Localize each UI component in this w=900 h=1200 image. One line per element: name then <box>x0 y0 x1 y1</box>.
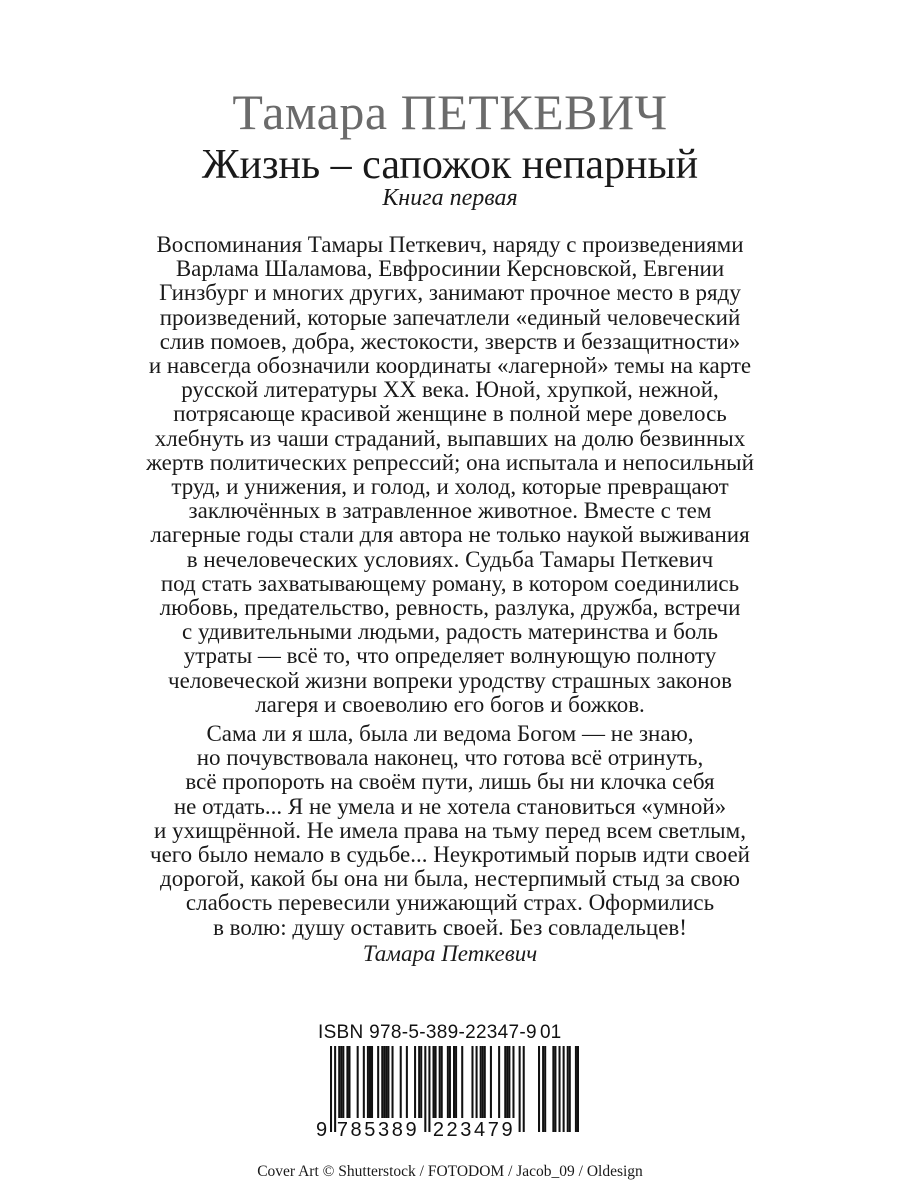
blurb-line: человеческой жизни вопреки уродству страшных законов <box>168 667 732 693</box>
quote-paragraph <box>90 722 810 966</box>
book-title: Жизнь – сапожок непарный <box>201 142 699 188</box>
barcode-bar <box>367 1046 369 1118</box>
barcode-bar <box>480 1046 482 1118</box>
barcode-bar <box>363 1046 365 1118</box>
quote-line: и ухищрённой. Не имела права на тьму перед всем светлым, <box>154 817 746 843</box>
barcode-bar <box>476 1046 478 1118</box>
barcode-bar <box>357 1046 359 1118</box>
ean-first-digit: 9 <box>316 1119 328 1141</box>
barcode-bar <box>453 1046 455 1118</box>
ean-left-group: 785389 <box>336 1119 420 1141</box>
barcode-bar <box>508 1046 510 1118</box>
barcode-bar <box>387 1046 389 1118</box>
quote-signature: Тамара Петкевич <box>362 940 538 966</box>
barcode-bar <box>449 1046 451 1118</box>
barcode-bar <box>414 1046 416 1118</box>
blurb-line: лагерные годы стали для автора не только наукой выживания <box>150 522 750 548</box>
quote-line: но почувствовала наконец, что готова всё отринуть, <box>196 745 704 771</box>
barcode-bar <box>455 1046 457 1118</box>
addon-bar <box>577 1046 579 1132</box>
blurb-line: и навсегда обозначили координаты «лагерной» темы на карте <box>148 353 752 379</box>
barcode-bar <box>371 1046 373 1118</box>
barcode-bar <box>385 1046 387 1118</box>
addon-bar <box>559 1046 561 1132</box>
blurb-line: произведений, которые запечатлели «единый человеческий <box>159 304 741 330</box>
barcode-bar <box>369 1046 371 1118</box>
barcode-bar <box>406 1046 408 1118</box>
barcode-bar <box>447 1046 449 1118</box>
barcode-bar <box>506 1046 508 1118</box>
blurb-line: русской литературы XX века. Юной, хрупкой, нежной, <box>181 377 719 403</box>
isbn-label: ISBN 978-5-389-22347-9 <box>318 1022 537 1043</box>
quote-line: слабость перевесили унижающий страх. Оформились <box>185 890 715 916</box>
blurb-paragraph <box>90 233 810 717</box>
ean-right-group: 223479 <box>432 1119 516 1141</box>
addon-bar <box>563 1046 565 1132</box>
addon-bar <box>554 1046 556 1132</box>
barcode-bar <box>400 1046 402 1118</box>
barcode-bar <box>461 1046 463 1118</box>
book-subtitle: Книга первая <box>382 185 518 211</box>
isbn-barcode <box>316 1022 590 1144</box>
blurb-line: Гинзбург и многих других, занимают прочное место в ряду <box>159 280 741 306</box>
addon-bar <box>552 1046 554 1132</box>
quote-line: Сама ли я шла, была ли ведома Богом — не знаю, <box>206 721 694 746</box>
barcode-bar <box>504 1046 506 1118</box>
barcode-bar <box>418 1046 420 1118</box>
blurb-line: слив помоев, добра, жестокости, зверств и беззащитности» <box>159 328 741 354</box>
addon-bar <box>544 1046 546 1132</box>
blurb-line: жертв политических репрессий; она испытала и непосильный <box>146 449 754 475</box>
blurb-line: лагеря и своеволию его богов и божков. <box>255 691 645 717</box>
barcode-bar <box>498 1046 500 1118</box>
blurb-line: с удивительными людьми, радость материнства и боль <box>182 619 718 645</box>
quote-line: чего было немало в судьбе... Неукротимый порыв идти своей <box>150 842 750 868</box>
blurb-line: в нечеловеческих условиях. Судьба Тамары Петкевич <box>186 546 714 572</box>
barcode-bar <box>482 1046 484 1118</box>
blurb-line: утраты — всё то, что определяет волнующую полноту <box>183 643 717 669</box>
quote-line: дорогой, какой бы она ни была, нестерпимый стыд за свою <box>160 866 740 892</box>
quote-line: всё пропороть на своём пути, лишь бы ни клочка себя <box>185 769 715 795</box>
barcode-bar <box>471 1046 473 1118</box>
blurb-line: труд, и унижения, и голод, и холод, которые превращают <box>171 474 729 500</box>
barcode-addon-code: 01 <box>540 1022 562 1043</box>
barcode-bar <box>490 1046 492 1118</box>
barcode-bar <box>420 1046 422 1118</box>
barcode-bar <box>441 1046 443 1118</box>
barcode-bar <box>433 1046 435 1118</box>
addon-bar <box>575 1046 577 1132</box>
addon-bar <box>538 1046 540 1132</box>
cover-art-credits: Cover Art © Shutterstock / FOTODOM / Jacob_09 / Oldesign <box>257 1163 643 1180</box>
ean-digits <box>316 1119 526 1141</box>
barcode-bar <box>383 1046 385 1118</box>
quote-line: в волю: душу оставить своей. Без совладельцев! <box>213 914 687 940</box>
barcode-bar <box>381 1046 383 1118</box>
barcode-bar <box>377 1046 379 1118</box>
barcode-bar <box>435 1046 437 1118</box>
barcode-bar <box>340 1046 342 1118</box>
addon-bar <box>569 1046 571 1132</box>
barcode-bar <box>348 1046 350 1118</box>
barcode-bar <box>392 1046 394 1118</box>
barcode-bar <box>512 1046 514 1118</box>
blurb-line: заключённых в затравленное животное. Вместе с тем <box>188 498 712 524</box>
blurb-line: любовь, предательство, ревность, разлука, дружба, встречи <box>159 595 741 621</box>
barcode-bar <box>346 1046 348 1118</box>
blurb-line: хлебнуть из чаши страданий, выпавших на долю безвинных <box>154 425 746 451</box>
blurb-line: Воспоминания Тамары Петкевич, наряду с произведениями <box>156 232 744 257</box>
addon-bar <box>542 1046 544 1132</box>
blurb-line: под стать захватывающему роману, в котором соединились <box>160 570 740 596</box>
barcode-bar <box>342 1046 344 1118</box>
barcode-bar <box>439 1046 441 1118</box>
author-name: Тамара ПЕТКЕВИЧ <box>232 84 668 140</box>
barcode-bar <box>338 1046 340 1118</box>
addon-bar <box>567 1046 569 1132</box>
blurb-line: потрясающе красивой женщине в полной мере довелось <box>173 401 727 427</box>
blurb-line: Варлама Шаламова, Евфросинии Керсновской, Евгении <box>175 256 725 282</box>
quote-line: не отдать... Я не умела и не хотела становиться «умной» <box>173 793 727 819</box>
barcode-bar <box>484 1046 486 1118</box>
